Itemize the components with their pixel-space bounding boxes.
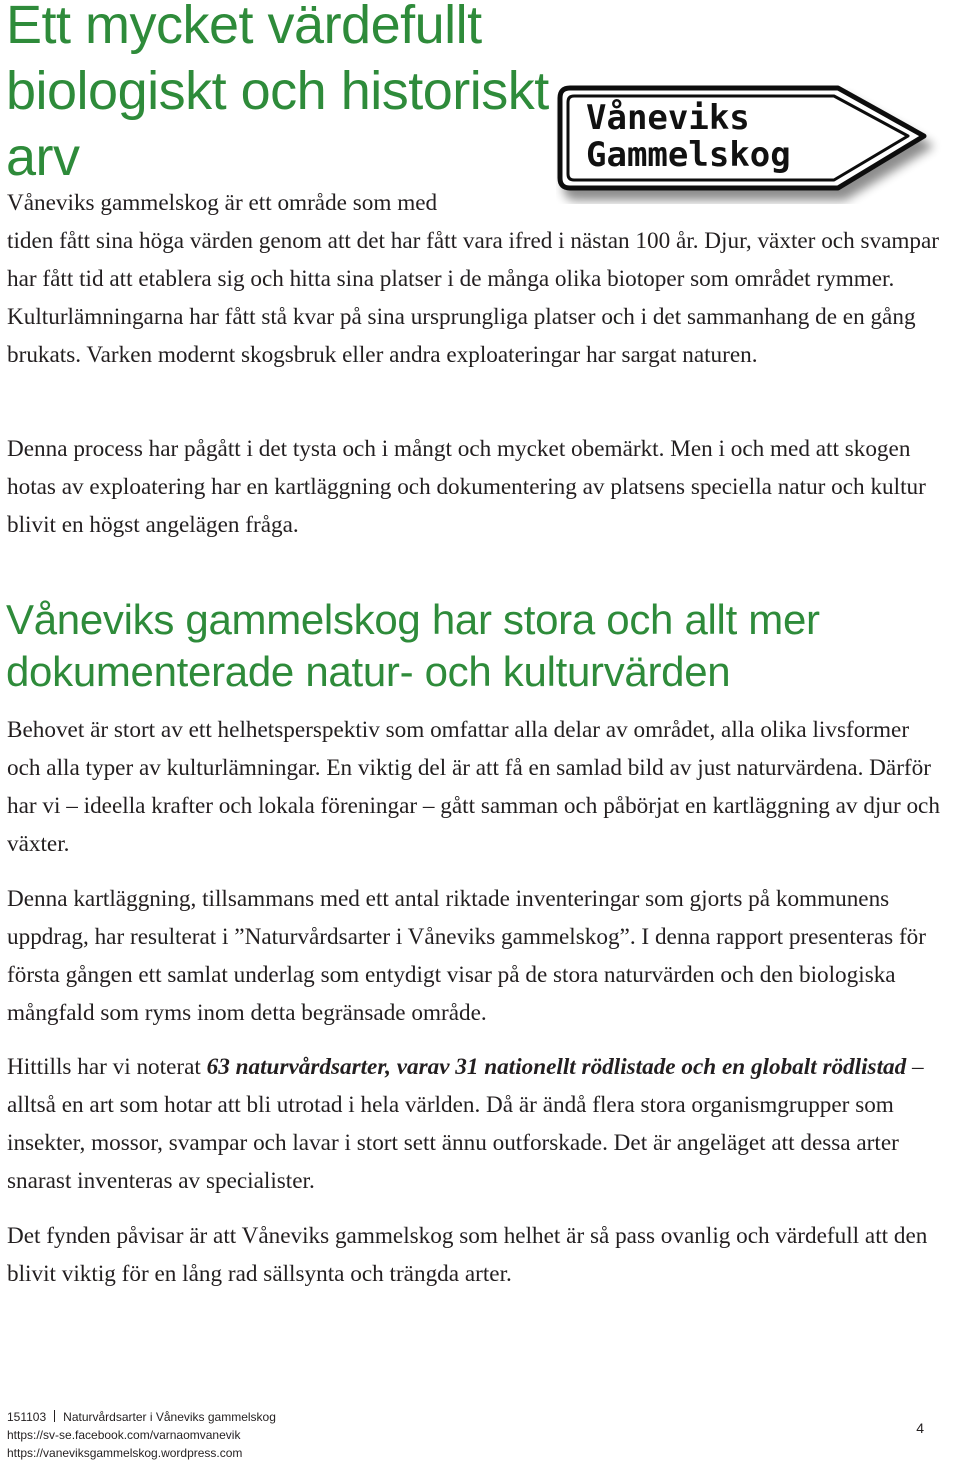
intro-rest: tiden fått sina höga värden genom att det har fått vara ifred i nästan 100 år. Djur, växter och svampar har fått tid att etablera sig och hitta sina platser i de många olika biotoper som området rymmer. Kulturlämningarna har fått stå kvar på sina ursprungliga platser och i det sammanhang de en gång brukats. Varken modernt skogsbruk eller andra exploateringar har sargat naturen. bbox=[7, 228, 940, 368]
footer-facebook-link[interactable]: https://sv-se.facebook.com/varnaomvanevik bbox=[7, 1428, 241, 1442]
page-number: 4 bbox=[916, 1420, 924, 1436]
conclusion-paragraph: Det fynden påvisar är att Våneviks gammelskog som helhet är så pass ovanlig och värdefull att den blivit viktig för en lång rad sällsynta och trängda arter. bbox=[7, 1223, 928, 1287]
intro-first-line: Våneviks gammelskog är ett område som med bbox=[7, 190, 438, 216]
footer-code: 151103 bbox=[7, 1410, 47, 1424]
sign-line-1: Våneviks bbox=[586, 98, 750, 138]
page-heading: Ett mycket värdefullt biologiskt och historiskt arv bbox=[6, 0, 549, 187]
intro-paragraph bbox=[7, 184, 947, 374]
sign-line-2: Gammelskog bbox=[586, 135, 791, 175]
footer-document-line bbox=[7, 1408, 607, 1426]
findings-before: Hittills har vi noterat bbox=[7, 1054, 207, 1080]
process-paragraph: Denna process har pågått i det tysta och i mångt och mycket obemärkt. Men i och med att skogen hotas av exploatering har en kartläggning och dokumentering av platsens speciella natur och kultur blivit en högst angelägen fråga. bbox=[7, 436, 926, 538]
survey-paragraph: Denna kartläggning, tillsammans med ett antal riktade inventeringar som gjorts på kommunens uppdrag, har resulterat i ”Naturvårdsarter i Våneviks gammelskog”. I denna rapport presenteras för första gången ett samlat underlag som entydigt visar på de stora naturvärden och den biologiska mångfald som ryms inom detta begränsade område. bbox=[7, 886, 926, 1026]
footer-website-link[interactable]: https://vaneviksgammelskog.wordpress.com bbox=[7, 1446, 243, 1460]
perspective-paragraph: Behovet är stort av ett helhetsperspektiv som omfattar alla delar av området, alla olika livsformer och alla typer av kulturlämningar. En viktig del är att få en samlad bild av just naturvärdena. Därför har vi – ideella krafter och lokala föreningar – gått samman och påbörjat en kartläggning av djur och växter. bbox=[7, 717, 940, 857]
section-heading: Våneviks gammelskog har stora och allt mer dokumenterade natur- och kulturvärden bbox=[6, 596, 820, 695]
findings-paragraph bbox=[7, 1048, 947, 1200]
findings-after: – alltså en art som hotar att bli utrotad i hela världen. Då är ändå flera stora organismgrupper som insekter, mossor, svampar och lavar i stort sett ännu outforskade. Det är angeläget att dessa arter snarast inventeras av specialister. bbox=[7, 1054, 924, 1194]
footer-separator bbox=[54, 1410, 55, 1422]
findings-emphasis: 63 naturvårdsarter, varav 31 nationellt rödlistade och en globalt rödlistad bbox=[206, 1054, 907, 1080]
footer bbox=[7, 1408, 607, 1462]
footer-title: Naturvårdsarter i Våneviks gammelskog bbox=[63, 1410, 276, 1424]
